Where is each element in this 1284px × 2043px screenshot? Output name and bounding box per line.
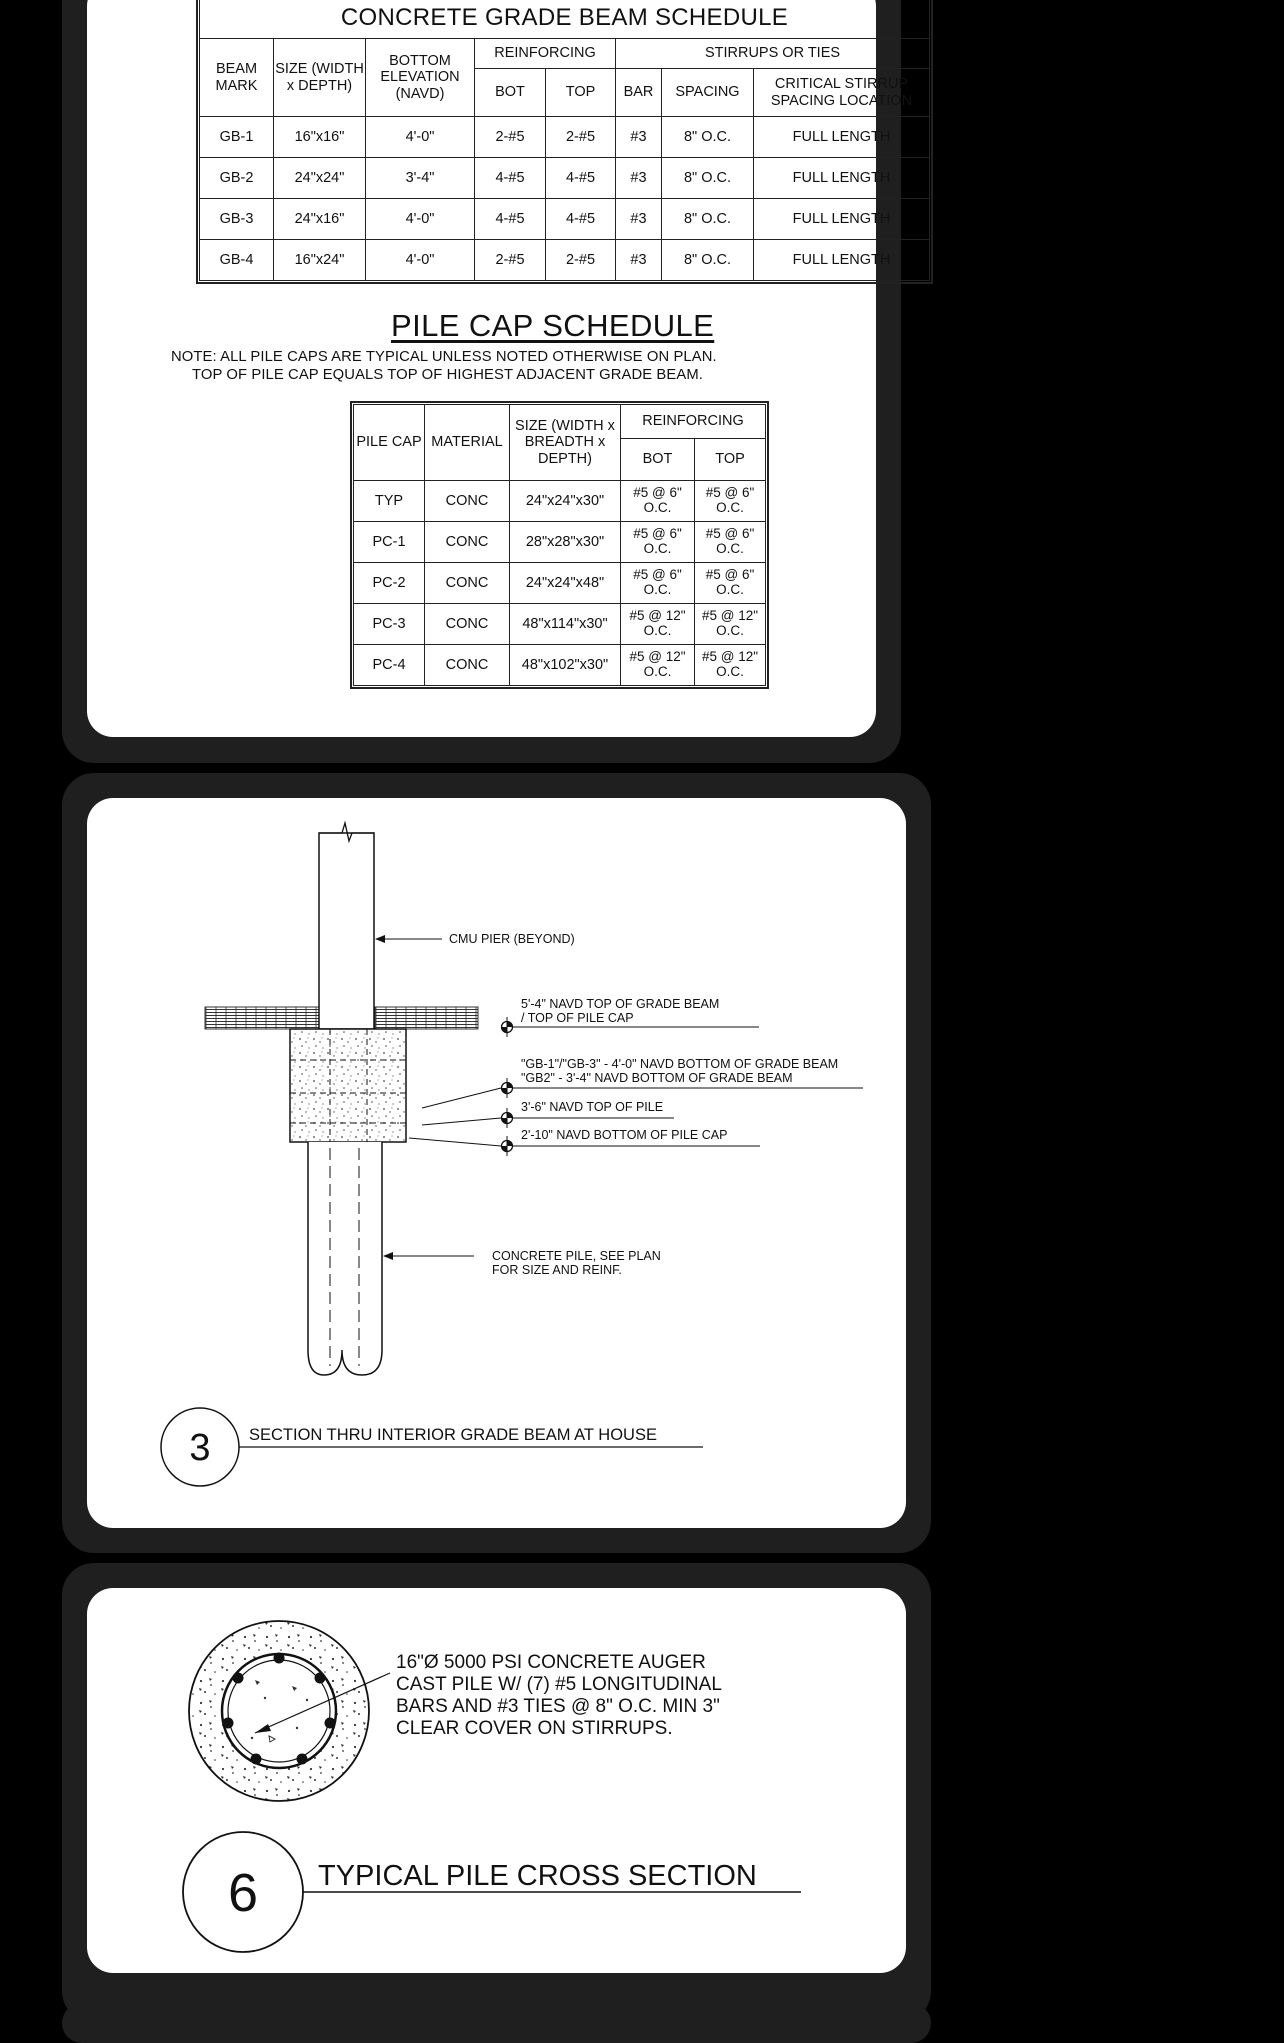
panel-frame-next (62, 2003, 931, 2043)
col-size: SIZE (WIDTH x DEPTH) (274, 39, 366, 117)
schedule-card[interactable] (87, 0, 913, 737)
pile-cap-schedule-title: PILE CAP SCHEDULE (391, 308, 715, 343)
cell-mark: GB-1 (200, 117, 274, 158)
section-3-title: SECTION THRU INTERIOR GRADE BEAM AT HOUSE (249, 1426, 657, 1444)
label-top-grade-beam-1: 5'-4" NAVD TOP OF GRADE BEAM (521, 997, 720, 1011)
cell-bot: #5 @ 12" O.C. (621, 645, 695, 686)
col-spacing: SPACING (662, 69, 754, 117)
cell-bot: #5 @ 6" O.C. (621, 522, 695, 563)
cell-size: 48"x102"x30" (510, 645, 621, 686)
cell-mark: GB-4 (200, 240, 274, 281)
cell-top: 4-#5 (546, 199, 616, 240)
pile-cross-section (189, 1621, 369, 1801)
cell-bot: 2-#5 (475, 240, 546, 281)
pile-note-line-4: CLEAR COVER ON STIRRUPS. (396, 1718, 673, 1739)
cell-bot: #5 @ 6" O.C. (621, 563, 695, 604)
cell-pile-cap: PC-3 (354, 604, 425, 645)
cell-pile-cap: TYP (354, 481, 425, 522)
cell-size: 16"x24" (274, 240, 366, 281)
table-row (200, 158, 930, 199)
cell-bot: #5 @ 6" O.C. (621, 481, 695, 522)
cell-bot: 4-#5 (475, 199, 546, 240)
col-reinforcing: REINFORCING (621, 405, 766, 439)
cell-size: 24"x24"x48" (510, 563, 621, 604)
section-3-drawing (87, 798, 906, 1528)
cell-bot: #5 @ 12" O.C. (621, 604, 695, 645)
pile-note-line-3: BARS AND #3 TIES @ 8" O.C. MIN 3" (396, 1696, 720, 1717)
label-top-grade-beam-2: / TOP OF PILE CAP (521, 1011, 634, 1025)
cell-bar: #3 (616, 117, 662, 158)
cmu-pier (319, 833, 374, 1029)
cell-size: 24"x16" (274, 199, 366, 240)
col-critical-location: CRITICAL STIRRUP SPACING LOCATION (754, 69, 930, 117)
cell-bar: #3 (616, 240, 662, 281)
pile-cap-schedule-table (353, 404, 766, 686)
cell-material: CONC (425, 604, 510, 645)
cell-bar: #3 (616, 158, 662, 199)
grade-beam-schedule-title: CONCRETE GRADE BEAM SCHEDULE (200, 0, 930, 39)
label-top-of-pile: 3'-6" NAVD TOP OF PILE (521, 1100, 664, 1114)
col-pile-cap: PILE CAP (354, 405, 425, 481)
table-row (354, 604, 766, 645)
section-6-drawing (87, 1588, 906, 1973)
label-bottom-pile-cap: 2'-10" NAVD BOTTOM OF PILE CAP (521, 1128, 728, 1142)
cell-material: CONC (425, 481, 510, 522)
cell-size: 48"x114"x30" (510, 604, 621, 645)
section-3-card[interactable] (87, 798, 906, 1528)
section-6-card[interactable] (87, 1588, 906, 1973)
pile-cap-note-line-1: NOTE: ALL PILE CAPS ARE TYPICAL UNLESS NOTED OTHERWISE ON PLAN. (171, 349, 717, 365)
cell-location: FULL LENGTH (754, 117, 930, 158)
col-bar: BAR (616, 69, 662, 117)
cell-elevation: 3'-4" (366, 158, 475, 199)
table-row (354, 645, 766, 686)
ground-hatch-right (375, 1007, 478, 1029)
cell-top: #5 @ 6" O.C. (695, 481, 766, 522)
cell-size: 24"x24" (274, 158, 366, 199)
concrete-pile (308, 1142, 382, 1375)
table-row (200, 199, 930, 240)
cell-elevation: 4'-0" (366, 117, 475, 158)
cell-spacing: 8" O.C. (662, 117, 754, 158)
col-reinf-top: TOP (546, 69, 616, 117)
cell-mark: GB-2 (200, 158, 274, 199)
cell-top: #5 @ 6" O.C. (695, 522, 766, 563)
ground-hatch-left (205, 1007, 325, 1029)
cell-pile-cap: PC-1 (354, 522, 425, 563)
cell-size: 28"x28"x30" (510, 522, 621, 563)
table-row (354, 522, 766, 563)
col-reinf-top: TOP (695, 439, 766, 481)
label-concrete-pile-2: FOR SIZE AND REINF. (492, 1263, 622, 1277)
label-concrete-pile-1: CONCRETE PILE, SEE PLAN (492, 1249, 661, 1263)
cell-spacing: 8" O.C. (662, 240, 754, 281)
section-3-number: 3 (189, 1427, 211, 1469)
label-bottom-gb-2: "GB2" - 3'-4" NAVD BOTTOM OF GRADE BEAM (521, 1071, 793, 1085)
cell-spacing: 8" O.C. (662, 199, 754, 240)
col-beam-mark: BEAM MARK (200, 39, 274, 117)
cell-bot: 2-#5 (475, 117, 546, 158)
cell-material: CONC (425, 563, 510, 604)
cell-top: 2-#5 (546, 117, 616, 158)
col-reinf-bot: BOT (621, 439, 695, 481)
col-reinforcing: REINFORCING (475, 39, 616, 69)
cell-location: FULL LENGTH (754, 158, 930, 199)
cell-top: #5 @ 12" O.C. (695, 604, 766, 645)
cell-elevation: 4'-0" (366, 199, 475, 240)
cell-pile-cap: PC-4 (354, 645, 425, 686)
section-6-title: TYPICAL PILE CROSS SECTION (318, 1860, 757, 1892)
cell-bar: #3 (616, 199, 662, 240)
col-size: SIZE (WIDTH x BREADTH x DEPTH) (510, 405, 621, 481)
cell-top: 4-#5 (546, 158, 616, 199)
table-row (354, 563, 766, 604)
cell-top: #5 @ 12" O.C. (695, 645, 766, 686)
grade-beam-schedule-table (199, 0, 930, 281)
section-6-number: 6 (227, 1863, 259, 1923)
cell-material: CONC (425, 645, 510, 686)
cell-material: CONC (425, 522, 510, 563)
cell-bot: 4-#5 (475, 158, 546, 199)
cell-pile-cap: PC-2 (354, 563, 425, 604)
pile-note-line-2: CAST PILE W/ (7) #5 LONGITUDINAL (396, 1674, 722, 1695)
cell-spacing: 8" O.C. (662, 158, 754, 199)
cell-location: FULL LENGTH (754, 240, 930, 281)
col-bottom-elevation: BOTTOM ELEVATION (NAVD) (366, 39, 475, 117)
cell-location: FULL LENGTH (754, 199, 930, 240)
table-row (200, 117, 930, 158)
cell-size: 16"x16" (274, 117, 366, 158)
pile-note-line-1: 16"Ø 5000 PSI CONCRETE AUGER (396, 1652, 706, 1673)
cell-top: 2-#5 (546, 240, 616, 281)
table-row (354, 481, 766, 522)
col-reinf-bot: BOT (475, 69, 546, 117)
label-cmu-pier: CMU PIER (BEYOND) (449, 932, 575, 946)
label-bottom-gb-1: "GB-1"/"GB-3" - 4'-0" NAVD BOTTOM OF GRADE BEAM (521, 1057, 839, 1071)
col-stirrups: STIRRUPS OR TIES (616, 39, 930, 69)
pile-cap (290, 1029, 406, 1142)
cell-mark: GB-3 (200, 199, 274, 240)
table-row (200, 240, 930, 281)
cell-elevation: 4'-0" (366, 240, 475, 281)
pile-cap-note-line-2: TOP OF PILE CAP EQUALS TOP OF HIGHEST ADJACENT GRADE BEAM. (192, 367, 703, 383)
cell-size: 24"x24"x30" (510, 481, 621, 522)
cell-top: #5 @ 6" O.C. (695, 563, 766, 604)
col-material: MATERIAL (425, 405, 510, 481)
